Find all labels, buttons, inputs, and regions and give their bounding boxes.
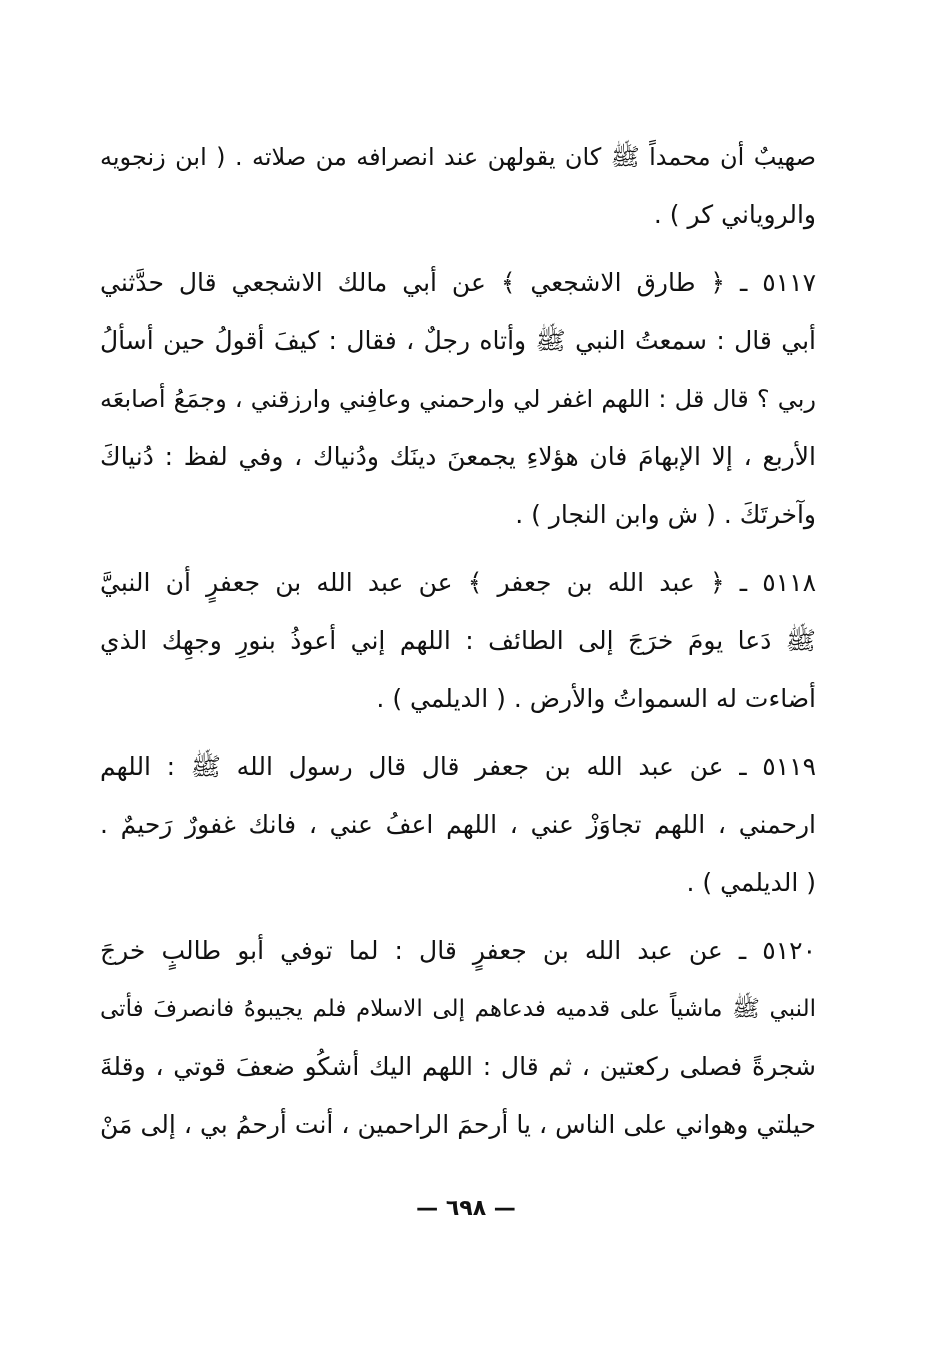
text-line: حيلتي وهواني على الناس ، يا أرحمَ الراحمين ، أنت أرحمُ بي ، إلى مَنْ xyxy=(100,1110,816,1139)
text-line: ٥١١٧ ـ ﴿ طارق الاشجعي ﴾ عن أبي مالك الاشجعي قال حدَّثني xyxy=(100,268,816,297)
paragraph-hadith-5117 xyxy=(100,254,816,544)
text-line: الأربع ، إلا الإبهامَ فان هؤلاءِ يجمعنَ دينَك ودُنياك ، وفي لفظ : دُنياكَ xyxy=(100,442,816,471)
text-line: أبي قال : سمعتُ النبي ﷺ وأتاه رجلٌ ، فقال : كيفَ أقولُ حين أسألُ xyxy=(100,326,816,355)
text-line: ٥١٢٠ ـ عن عبد الله بن جعفرٍ قال : لما توفي أبو طالبٍ خرجَ xyxy=(100,936,816,965)
text-line: ارحمني ، اللهم تجاوَزْ عني ، اللهم اعفُ عني ، فانك غفورٌ رَحيمٌ . xyxy=(100,810,816,839)
text-line: النبي ﷺ ماشياً على قدميه فدعاهم إلى الاسلام فلم يجيبوهُ فانصرفَ فأتى xyxy=(100,996,816,1022)
text-line: شجرةً فصلى ركعتين ، ثم قال : اللهم اليك أشكُو ضعفَ قوتي ، وقلةَ xyxy=(100,1052,816,1081)
paragraph-hadith-5120 xyxy=(100,922,816,1154)
text-line: والروياني كر ) . xyxy=(653,200,816,229)
text-line: ٥١١٩ ـ عن عبد الله بن جعفر قال قال رسول الله ﷺ : اللهم xyxy=(100,752,816,781)
paragraph-hadith-5118 xyxy=(100,554,816,728)
page-body xyxy=(100,128,816,1154)
text-line: وآخرتَكَ . ( ش وابن النجار ) . xyxy=(515,500,816,529)
paragraph-continuation xyxy=(100,128,816,244)
paragraph-hadith-5119 xyxy=(100,738,816,912)
text-line: ( الديلمي ) . xyxy=(686,868,816,897)
text-line: ربي ؟ قال قل : اللهم اغفر لي وارحمني وعافِني وارزقني ، وجمَعُ أصابعَه xyxy=(100,385,816,413)
page-number: — ٦٩٨ — xyxy=(416,1196,516,1221)
text-line: أضاءت له السمواتُ والأرض . ( الديلمي ) . xyxy=(376,684,816,713)
text-line: ﷺ دَعا يومَ خرَجَ إلى الطائف : اللهم إني أعوذُ بنورِ وجهِك الذي xyxy=(100,626,816,655)
text-line: صهيبٌ أن محمداً ﷺ كان يقولهن عند انصرافه من صلاته . ( ابن زنجويه xyxy=(100,143,816,171)
text-line: ٥١١٨ ـ ﴿ عبد الله بن جعفر ﴾ عن عبد الله بن جعفرٍ أن النبيَّ xyxy=(100,568,816,597)
